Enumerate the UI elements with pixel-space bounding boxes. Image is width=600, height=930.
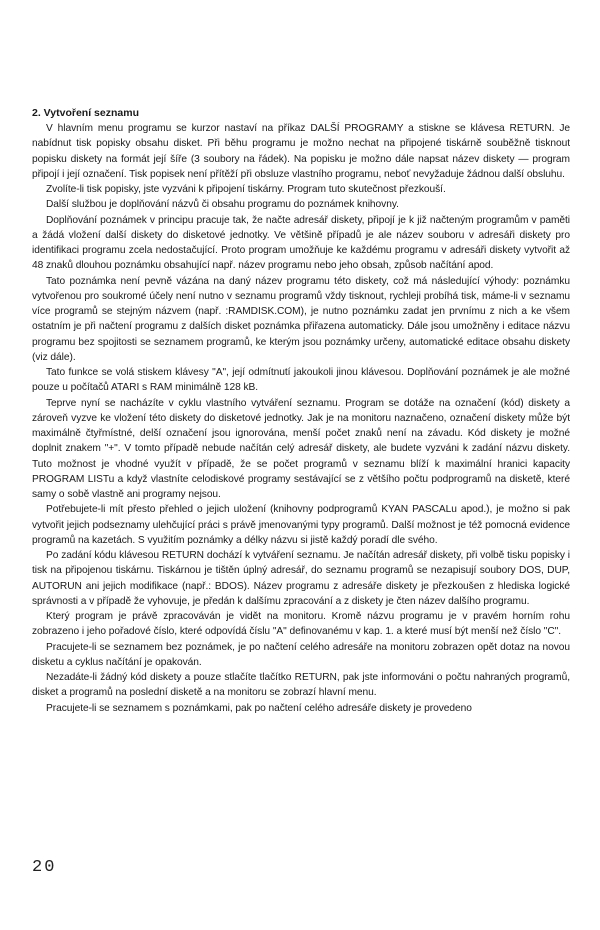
paragraph-3: Další službou je doplňování názvů či obsahu programu do poznámek knihovny. bbox=[46, 199, 399, 211]
document-page bbox=[32, 106, 570, 716]
paragraph-5: Tato poznámka není pevně vázána na daný název programu této diskety, což má následující výhody: poznámku vytvořenou pro soukromé účely není nutno v seznamu programů vždy tisknout, rychleji probíhá tisk, máme-li v seznamu více programů se stejným názvem (např. :RAMDISK.COM), je nutno poznámku zadat jen prvnímu z nich a ke všem ostatním je při načtení programu z dalších disket poznámka přiřazena automaticky. Dále jsou umožněny i editace názvu programu bez spojitosti se seznamem programů, ke kterým jsou poznámky určeny, automatické editace obsahu diskety (viz dále). bbox=[32, 275, 570, 363]
section-heading: 2. Vytvoření seznamu bbox=[32, 107, 139, 119]
paragraph-8: Potřebujete-li mít přesto přehled o jejich uložení (knihovny podprogramů KYAN PASCALu apod.), je možno si pak vytvořit jejich podseznamy ulehčující práci s právě jmenovanými typy programů. Další možnost je též pomocná evidence programů na kazetách. S využitím poznámky a délky názvu si jistě každý poradí dle svého. bbox=[32, 504, 570, 546]
paragraph-13: Pracujete-li se seznamem s poznámkami, pak po načtení celého adresáře diskety je provedeno bbox=[46, 702, 472, 714]
paragraph-12: Nezadáte-li žádný kód diskety a pouze stlačíte tlačítko RETURN, pak jste informováni o počtu nahraných programů, disket a programů na poslední disketě a na monitoru se zobrazí hlavní menu. bbox=[32, 672, 570, 699]
paragraph-7: Teprve nyní se nacházíte v cyklu vlastního vytváření seznamu. Program se dotáže na označení (kód) diskety a zároveň vyzve ke vložení této diskety do disketové jednotky. Jak je na monitoru naznačeno, označení diskety může být maximálně čtyřmístné, delší označení jsou ignorována, menší počet znaků není na závadu. Kód diskety je možné doplnit znakem "+". V tomto případě nebude načítán celý adresář diskety, ale budete vyzváni k zadání názvu diskety. Tuto možnost je vhodné využít v případě, že se počet programů v seznamu blíží k maximální hranici kapacity PROGRAM LISTu a když vlastníte celodiskové programy sestávající se z většího počtu podprogramů na disketě, které samy o sobě vlastně ani programy nejsou. bbox=[32, 397, 570, 500]
paragraph-9: Po zadání kódu klávesou RETURN dochází k vytváření seznamu. Je načítán adresář diskety, při volbě tisku popisky i tisk na připojenou tiskárnu. Tiskárnou je tištěn úplný adresář, do seznamu programů se nezapisují soubory DOS, DUP, AUTORUN ani jejich modifikace (např.: BDOS). Název programu z adresáře diskety je přezkoušen z hlediska logické správnosti a v případě že vyhovuje, je předán k dalšímu zpracování a z diskety je čten název dalšího programu. bbox=[32, 550, 570, 607]
paragraph-2: Zvolíte-li tisk popisky, jste vyzváni k připojení tiskárny. Program tuto skutečnost přezkouší. bbox=[46, 184, 446, 195]
paragraph-11: Pracujete-li se seznamem bez poznámek, je po načtení celého adresáře na monitoru zobrazen opět dotaz na novou disketu a cyklus načítání je opakován. bbox=[32, 641, 570, 668]
paragraph-6: Tato funkce se volá stiskem klávesy "A", její odmítnutí jakoukoli jinou klávesou. Doplňování poznámek je ale možné pouze u počítačů ATARI s RAM minimálně 128 kB. bbox=[32, 367, 570, 394]
page-number: 20 bbox=[32, 858, 57, 877]
paragraph-10: Který program je právě zpracováván je vidět na monitoru. Kromě názvu programu je v pravém horním rohu zobrazeno i jeho pořadové číslo, které odpovídá číslu "A" definovanému v kap. 1. a které musí být menší než číslo "C". bbox=[32, 611, 570, 638]
paragraph-4: Doplňování poznámek v principu pracuje tak, že načte adresář diskety, připojí je k již načteným programům v paměti a žádá vložení další diskety do disketové jednotky. Ve většině případů je ale název souboru v adresáři diskety pro identifikaci programu zcela nedostačující. Proto program umožňuje ke každému programu v adresáři diskety vytvořit až 48 znaků dlouhou poznámku obsahující např. název programu nebo jeho obsah, způsob načítání apod. bbox=[32, 214, 570, 272]
paragraph-1: V hlavním menu programu se kurzor nastaví na příkaz DALŠÍ PROGRAMY a stiskne se klávesa RETURN. Je nabídnut tisk popisky obsahu disket. Při běhu programu je možno nechat na připojené tiskárně souběžně tisknout popisku diskety na formát její šíře (3 soubory na řádek). Na popisku je možno dále napsat název diskety — program připojí i její označení. Tisk popisek není přítěží při obsluze vlastního programu, neboť nevyžaduje žádnou další obsluhu. bbox=[32, 123, 570, 180]
